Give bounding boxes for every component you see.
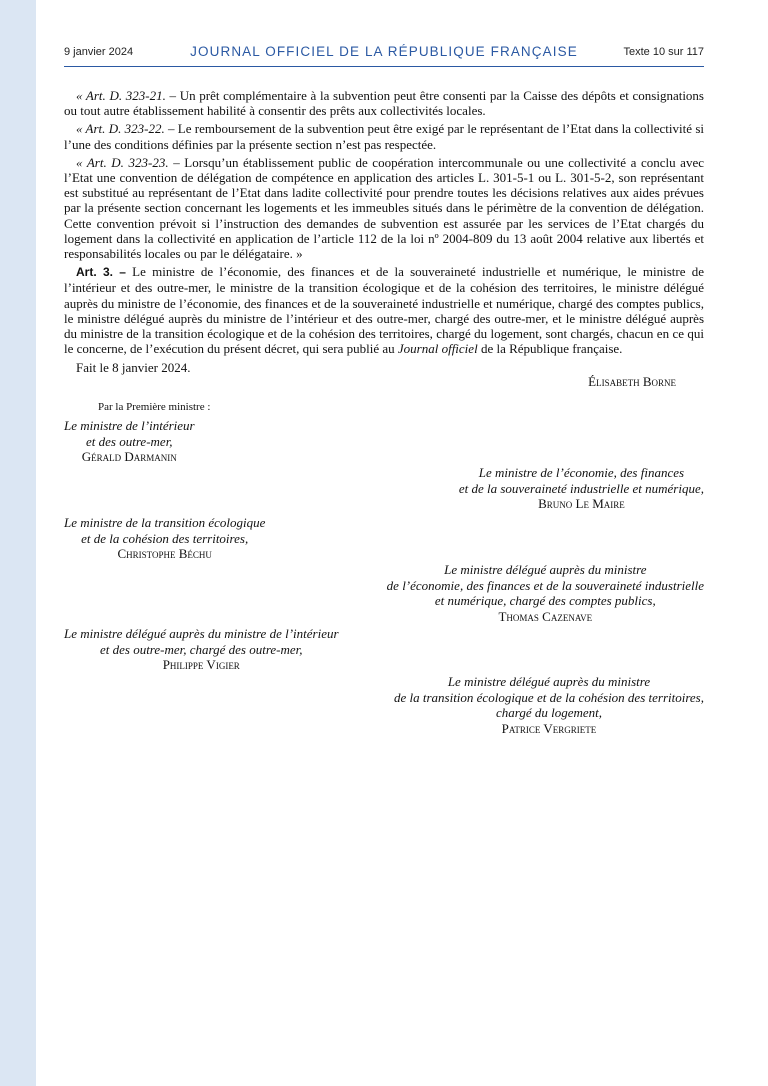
signature-outre-mer <box>64 626 339 673</box>
article-text: – Un prêt complémentaire à la subvention peut être consenti par la Caisse des dépôts et consignations ou tout autre établissement habilité à consentir des prêts aux collectivités locales. <box>64 88 704 119</box>
article-text: – Lorsqu’un établissement public de coopération intercommunale ou une collectivité a conclu avec l’Etat une convention de délégation de compétence en application des articles L. 301-5-1 ou L. 301-5-2, son représentant est substitué au représentant de l’Etat dans ladite collectivité pour prendre toutes les décisions relatives aux aides prévues par la présente section concernant les logements et les immeubles situés dans le périmètre de la convention de délégation. Cette convention prévoit si l’instruction des demandes de subvention est assurée par les services de l’Etat chargés du logement dans la collectivité en application de l’article 112 de la loi nº 2004-809 du 13 août 2004 relative aux libertés et responsabilités locales ou par le délégataire. » <box>64 154 704 262</box>
fait-date: Fait le 8 janvier 2024. <box>76 360 191 376</box>
signature-role: Le ministre délégué auprès du ministre <box>447 674 651 689</box>
header-rule <box>64 66 704 67</box>
signature-economie <box>459 465 704 512</box>
article-ref: « Art. D. 323-21. <box>76 88 166 103</box>
signature-role: Le ministre délégué auprès du ministre <box>444 562 647 577</box>
signature-name: Gérald Darmanin <box>81 449 177 464</box>
signature-role: et des outre-mer, <box>86 433 173 449</box>
article-d323-21 <box>64 88 704 118</box>
page-header <box>64 44 704 64</box>
document-body <box>64 88 704 376</box>
signature-comptes-publics <box>387 562 704 624</box>
left-margin-band <box>0 0 36 1086</box>
header-page-number: Texte 10 sur 117 <box>623 46 704 58</box>
par-la-premiere-ministre: Par la Première ministre : <box>98 401 211 413</box>
article-d323-23 <box>64 155 704 261</box>
article-text: – Le remboursement de la subvention peut être exigé par le représentant de l’Etat dans la collectivité si l’une des conditions définies par la présente section n’est pas respectée. <box>64 121 704 152</box>
signature-role: Le ministre délégué auprès du ministre de l’intérieur <box>64 626 339 641</box>
signature-name: Thomas Cazenave <box>498 608 593 624</box>
signature-role: et des outre-mer, chargé des outre-mer, <box>99 641 303 657</box>
signature-name: Philippe Vigier <box>162 657 240 672</box>
signature-name: Bruno Le Maire <box>538 496 625 511</box>
article-3-label: Art. 3. – <box>76 265 126 280</box>
prime-minister-signature: Élisabeth Borne <box>588 374 676 389</box>
signature-role: et de la souveraineté industrielle et numérique, <box>458 480 704 496</box>
signature-transition-ecologique <box>64 515 265 562</box>
signature-name: Patrice Vergriete <box>501 720 597 736</box>
signature-role: chargé du logement, <box>495 705 602 720</box>
signature-name: Christophe Béchu <box>117 546 212 561</box>
signature-interieur <box>64 418 195 465</box>
journal-officiel-ref: Journal officiel <box>397 341 478 357</box>
signature-logement <box>394 674 704 736</box>
article-d323-22 <box>64 121 704 151</box>
article-ref: « Art. D. 323-22. <box>76 121 165 137</box>
article-text: Le ministre de l’économie, des finances et de la souveraineté industrielle et numérique, le ministre de l’intérieur et des outre-mer, le ministre de la transition écologique et de la cohésion des territoires, le ministre délégué auprès du ministre de l’économie, des finances et de la souveraineté industrielle et numérique, chargé des comptes publics, le ministre délégué auprès du ministre de l’intérieur et des outre-mer, chargé des outre-mer, et le ministre délégué auprès du ministre de la transition écologique et de la cohésion des territoires, chargé du logement, sont chargés, chacun en ce qui le concerne, de l’exécution du présent décret, qui sera publié au <box>64 264 705 357</box>
article-3 <box>64 264 704 356</box>
signature-role: et de la cohésion des territoires, <box>81 530 249 546</box>
signature-role: de l’économie, des finances et de la souveraineté industrielle <box>386 577 704 593</box>
journal-title: JOURNAL OFFICIEL DE LA RÉPUBLIQUE FRANÇAISE <box>190 44 578 59</box>
article-ref: « Art. D. 323-23. <box>76 154 169 170</box>
signature-role: de la transition écologique et de la cohésion des territoires, <box>393 689 704 705</box>
signature-role: Le ministre de l’économie, des finances <box>478 465 685 480</box>
signature-role: Le ministre de la transition écologique <box>64 515 266 530</box>
signature-role: et numérique, chargé des comptes publics, <box>434 593 656 608</box>
signature-role: Le ministre de l’intérieur <box>64 418 195 433</box>
header-date: 9 janvier 2024 <box>64 46 134 58</box>
article-text: de la République française. <box>477 341 623 357</box>
